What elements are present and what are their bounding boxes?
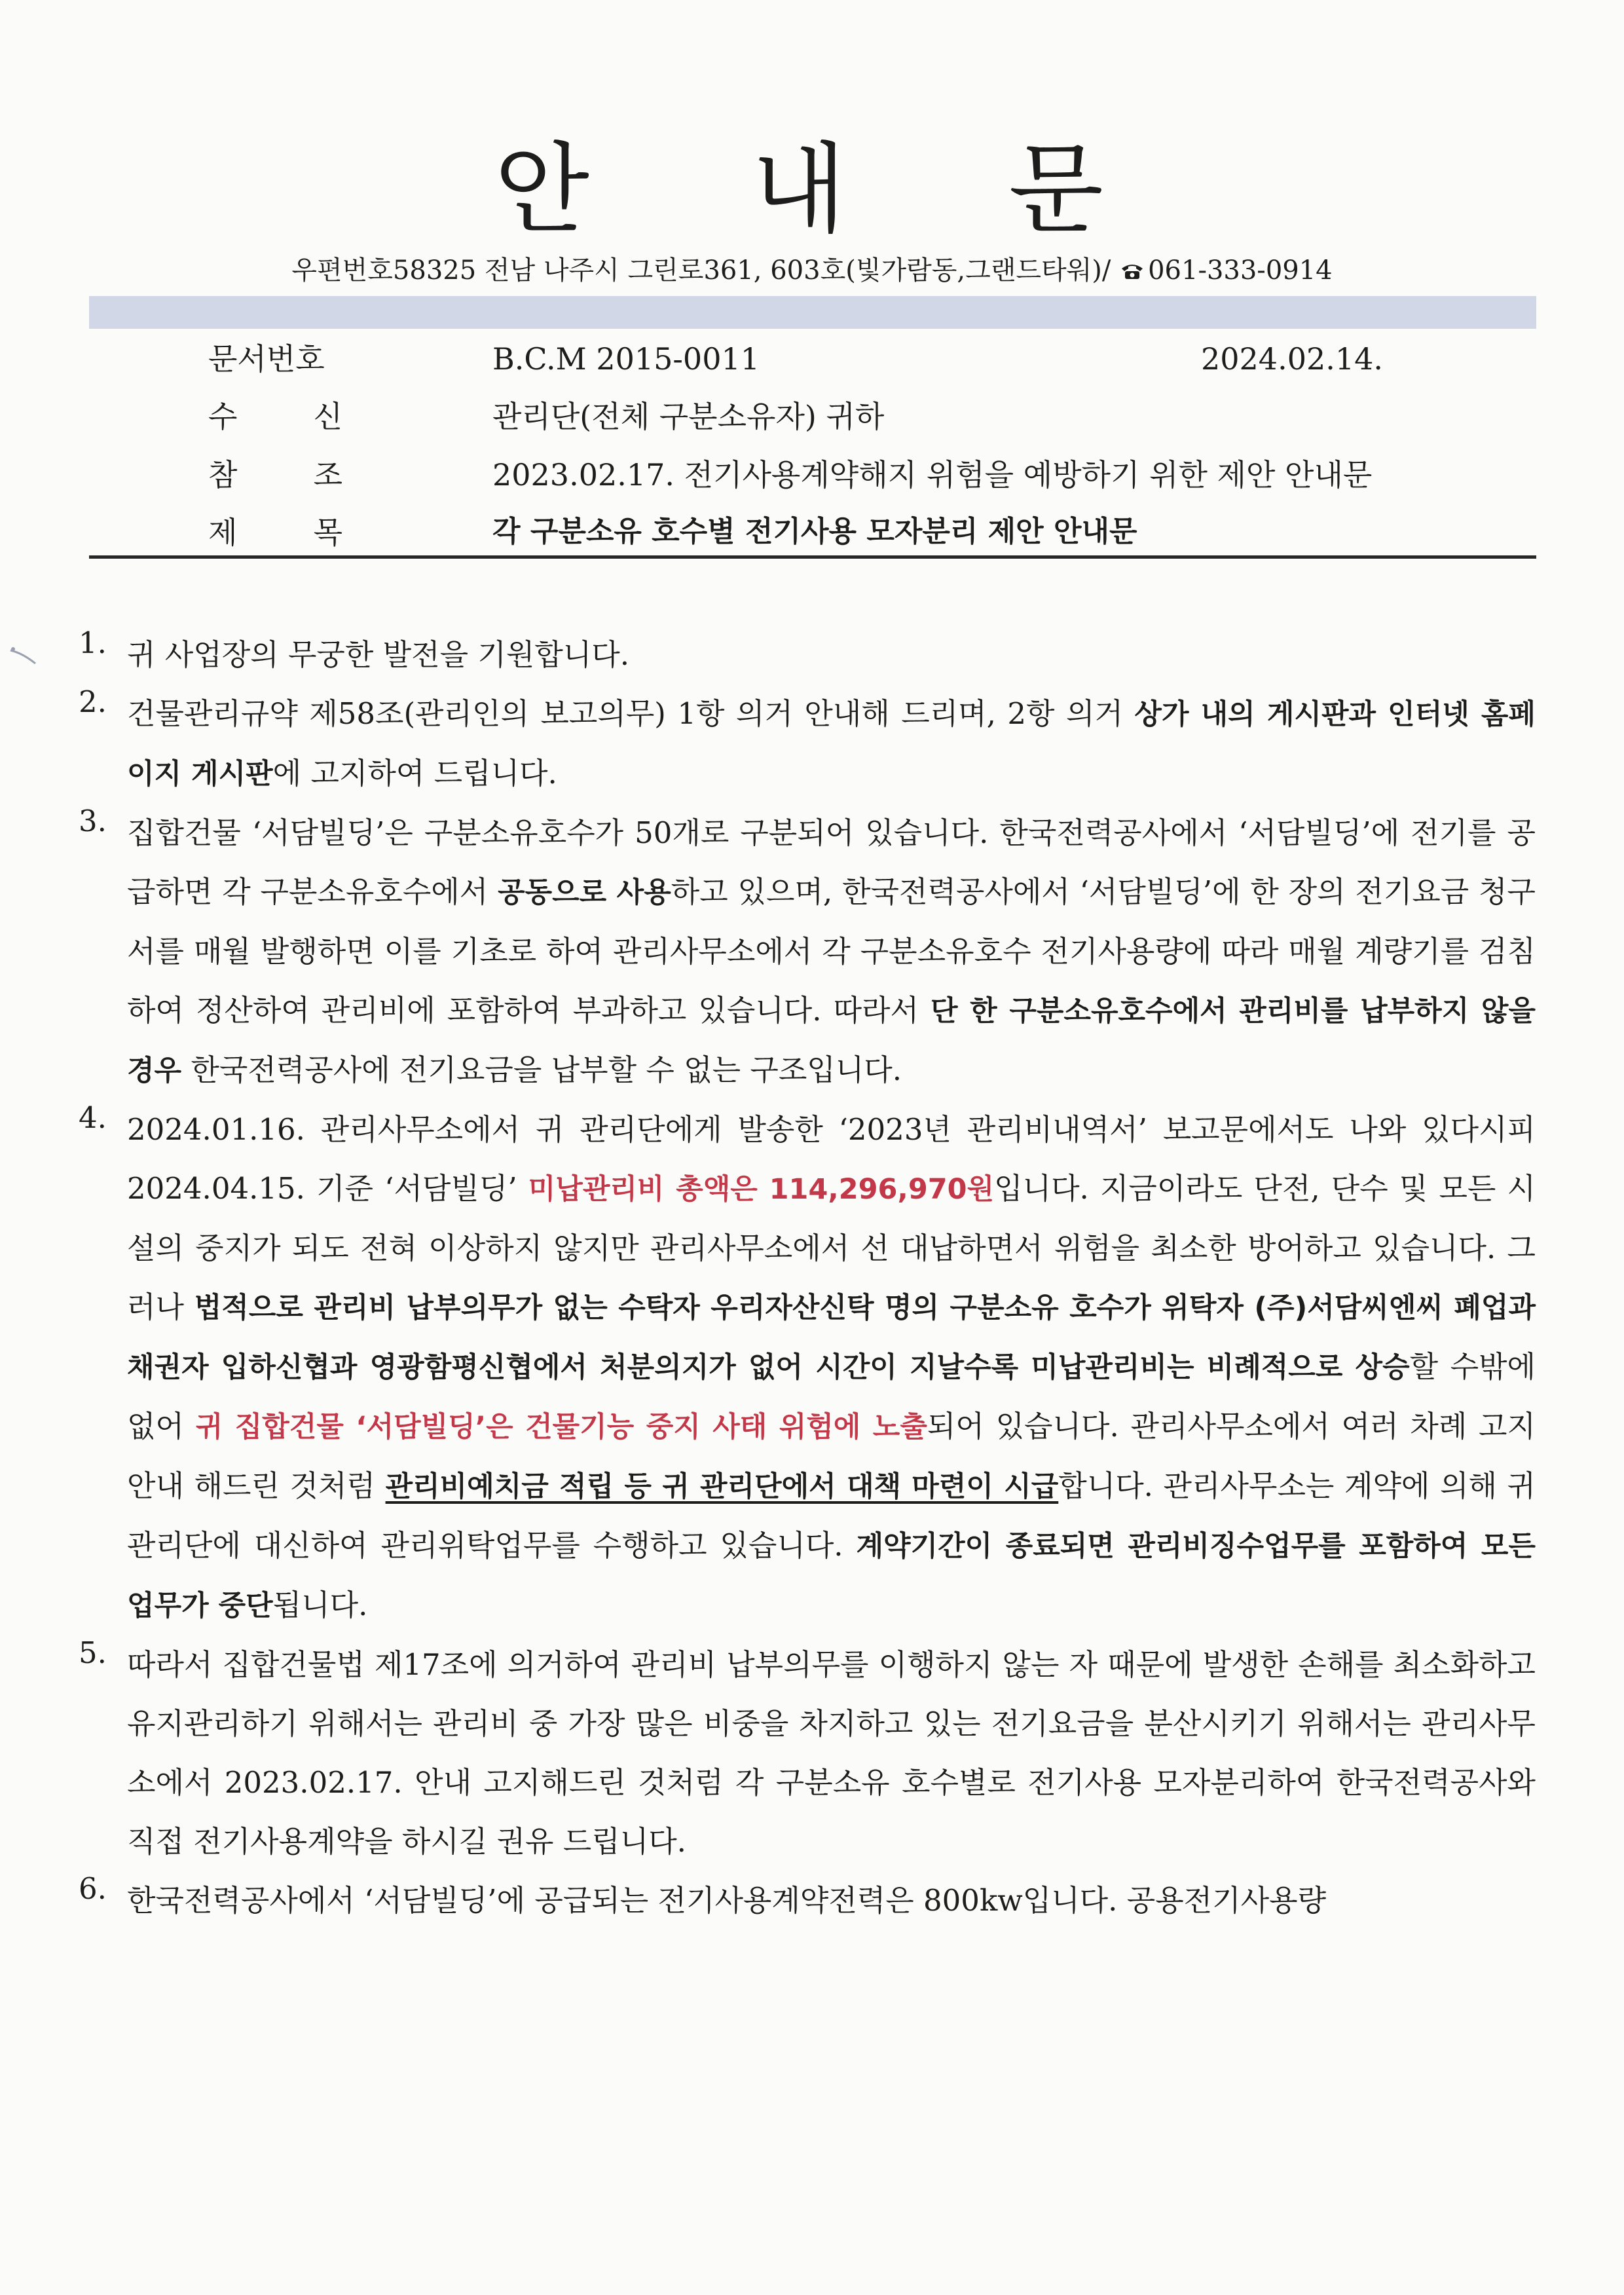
text-run: 귀 집합건물 ‘서담빌딩’은 건물기능 중지 사태 위험에 노출 xyxy=(195,1411,927,1444)
text-run: 에 고지하여 드립니다. xyxy=(272,756,557,791)
item-number: 6. xyxy=(79,1871,107,1906)
text-run: 미납관리비 총액은 114,296,970원 xyxy=(528,1173,995,1206)
doc-number-label: 문서번호 xyxy=(208,341,325,377)
text-run: 입니다. 지금이라도 단전, 단수 및 모든 시설의 중지가 되도 전혀 이상하지 않지만 관리사무소에서 선 대납하면서 위험을 최소한 방어하고 있습니다. 그러나 xyxy=(127,1171,1536,1324)
reference-label: 참 조 xyxy=(208,457,342,493)
text-run: 할 수밖에 없어 xyxy=(127,1349,1536,1444)
text-run: 계약기간이 종료되면 관리비징수업무를 포함하여 모든 업무가 중단 xyxy=(127,1530,1536,1622)
text-run: 법적으로 관리비 납부의무가 없는 수탁자 우리자산신탁 명의 구분소유 호수가 위탁자 (주)서담씨엔씨 폐업과 채권자 입하신협과 영광함평신협에서 처분의지가 없어 시간이 지날수록 미납관리비는 비례적으로 상승 xyxy=(127,1292,1536,1384)
item-text xyxy=(127,1100,1536,1635)
header-divider xyxy=(89,555,1536,559)
notice-item xyxy=(79,684,1536,804)
text-run: 한국전력공사에 전기요금을 납부할 수 없는 구조입니다. xyxy=(181,1053,902,1087)
text-run: 관리비예치금 적립 등 귀 관리단에서 대책 마련이 시급 xyxy=(385,1470,1059,1503)
text-run: 공동으로 사용 xyxy=(498,876,671,909)
reference-value: 2023.02.17. 전기사용계약해지 위험을 예방하기 위한 제안 안내문 xyxy=(492,457,1373,493)
item-text xyxy=(127,1871,1536,1930)
recipient-value: 관리단(전체 구분소유자) 귀하 xyxy=(492,399,885,434)
item-number: 1. xyxy=(79,625,107,660)
text-run: 집합건물 ‘서담빌딩’은 구분소유호수가 50개로 구분되어 있습니다. 한국전력공사에서 ‘서담빌딩’에 전기를 공급하면 각 구분소유호수에서 xyxy=(127,815,1536,909)
text-run: 한국전력공사에서 ‘서담빌딩’에 공급되는 전기사용계약전력은 800kw입니다. 공용전기사용량 xyxy=(127,1883,1327,1918)
item-text xyxy=(127,684,1536,804)
text-run: 하고 있으며, 한국전력공사에서 ‘서담빌딩’에 한 장의 전기요금 청구서를 매월 발행하면 이를 기초로 하여 관리사무소에서 각 구분소유호수 전기사용량에 따라 매월 계량기를 검침하여 정산하여 관리비에 포함하여 부과하고 있습니다. 따라서 xyxy=(127,874,1536,1028)
doc-date: 2024.02.14. xyxy=(1201,341,1383,377)
text-run: 상가 내의 게시판과 인터넷 홈페이지 게시판 xyxy=(127,698,1536,791)
address-text: 우편번호58325 전남 나주시 그린로361, 603호(빛가람동,그랜드타워)/ xyxy=(291,255,1120,286)
item-number: 4. xyxy=(79,1100,107,1135)
text-run: 합니다. 관리사무소는 계약에 의해 귀 관리단에 대신하여 관리위탁업무를 수행하고 있습니다. xyxy=(127,1468,1536,1563)
text-run: 2024.01.16. 관리사무소에서 귀 관리단에게 발송한 ‘2023년 관리비내역서’ 보고문에서도 나와 있다시피 2024.04.15. 기준 ‘서담빌딩’ xyxy=(127,1112,1536,1206)
scan-mark-decoration xyxy=(9,645,48,671)
phone-number: 061-333-0914 xyxy=(1148,255,1333,286)
item-number: 3. xyxy=(79,804,107,838)
item-text xyxy=(127,804,1536,1100)
item-number: 5. xyxy=(79,1635,107,1670)
notice-item xyxy=(79,625,1536,684)
item-text xyxy=(127,1635,1536,1871)
doc-number-value: B.C.M 2015-0011 xyxy=(492,341,760,377)
sender-address xyxy=(0,257,1624,284)
notice-item xyxy=(79,1100,1536,1635)
notice-item xyxy=(79,1635,1536,1871)
subject-value: 각 구분소유 호수별 전기사용 모자분리 제안 안내문 xyxy=(492,515,1137,548)
header-band xyxy=(89,296,1536,329)
notice-item xyxy=(79,804,1536,1100)
recipient-label: 수 신 xyxy=(208,399,342,434)
text-run: 귀 사업장의 무궁한 발전을 기원합니다. xyxy=(127,637,630,672)
text-run: 됩니다. xyxy=(272,1588,368,1622)
item-number: 2. xyxy=(79,684,107,719)
text-run: 따라서 집합건물법 제17조에 의거하여 관리비 납부의무를 이행하지 않는 자 때문에 발생한 손해를 최소화하고 유지관리하기 위해서는 관리비 중 가장 많은 비중을 차지하고 있는 전기요금을 분산시키기 위해서는 관리사무소에서 2023.02.17. 안내 고지해드린 것처럼 각 구분소유 호수별로 전기사용 모자분리하여 한국전력공사와 직접 전기사용계약을 하시길 권유 드립니다. xyxy=(127,1647,1536,1859)
text-run: 되어 있습니다. 관리사무소에서 여러 차례 고지 안내 해드린 것처럼 xyxy=(127,1409,1536,1503)
text-run: 건물관리규약 제58조(관리인의 보고의무) 1항 의거 안내해 드리며, 2항 의거 xyxy=(127,696,1135,731)
text-run: 단 한 구분소유호수에서 관리비를 납부하지 않을 경우 xyxy=(127,995,1536,1087)
item-text xyxy=(127,625,1536,684)
notice-body xyxy=(79,625,1536,1930)
telephone-icon xyxy=(1119,261,1145,280)
subject-label: 제 목 xyxy=(208,515,342,550)
notice-item xyxy=(79,1871,1536,1930)
document-title: 안 내 문 xyxy=(494,133,1170,247)
